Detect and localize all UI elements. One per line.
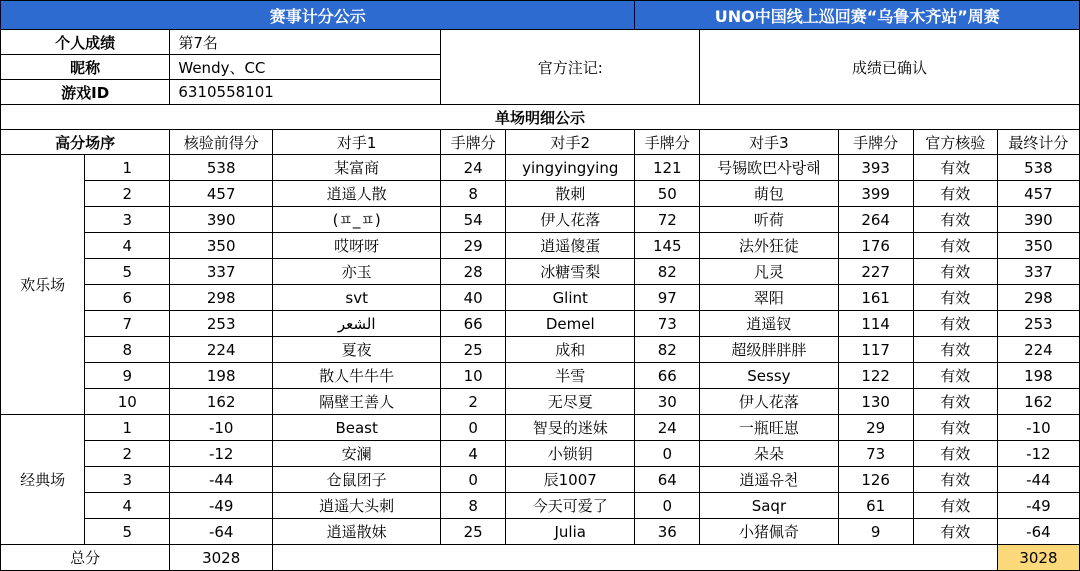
row-hand-3: 61 (838, 493, 913, 519)
header-pre-score: 核验前得分 (170, 130, 273, 155)
row-opponent-3: 法外狂徒 (700, 233, 839, 259)
total-label: 总分 (1, 545, 170, 571)
row-opponent-2: 小锁钥 (506, 441, 635, 467)
row-round-number: 7 (85, 311, 170, 337)
header-final-score: 最终计分 (997, 130, 1079, 155)
row-opponent-1: 逍遥散妹 (273, 519, 441, 545)
row-opponent-2: 智旻的迷妹 (506, 415, 635, 441)
row-official-check: 有效 (913, 233, 997, 259)
row-opponent-3: 凡灵 (700, 259, 839, 285)
rank-label: 个人成绩 (1, 30, 170, 55)
row-official-check: 有效 (913, 441, 997, 467)
total-spacer (273, 545, 998, 571)
row-opponent-1: 某富商 (273, 155, 441, 181)
row-pre-score: 198 (170, 363, 273, 389)
row-final-score: 390 (997, 207, 1079, 233)
row-final-score: -49 (997, 493, 1079, 519)
row-final-score: 538 (997, 155, 1079, 181)
row-opponent-3: 一瓶旺崽 (700, 415, 839, 441)
row-hand-3: 399 (838, 181, 913, 207)
row-opponent-2: 半雪 (506, 363, 635, 389)
row-opponent-1: 安澜 (273, 441, 441, 467)
row-hand-1: 29 (441, 233, 506, 259)
row-final-score: -12 (997, 441, 1079, 467)
official-note-value: 成绩已确认 (700, 30, 1080, 105)
row-opponent-3: Sessy (700, 363, 839, 389)
row-round-number: 5 (85, 259, 170, 285)
row-opponent-2: Demel (506, 311, 635, 337)
row-official-check: 有效 (913, 415, 997, 441)
row-round-number: 6 (85, 285, 170, 311)
row-official-check: 有效 (913, 363, 997, 389)
row-pre-score: 224 (170, 337, 273, 363)
table-row (1, 155, 1080, 181)
table-row (1, 259, 1080, 285)
row-opponent-3: 号锡欧巴사랑해 (700, 155, 839, 181)
row-hand-2: 50 (635, 181, 700, 207)
row-hand-1: 8 (441, 493, 506, 519)
row-hand-3: 176 (838, 233, 913, 259)
row-hand-2: 64 (635, 467, 700, 493)
row-hand-1: 25 (441, 519, 506, 545)
row-opponent-1: 哎呀呀 (273, 233, 441, 259)
row-pre-score: 162 (170, 389, 273, 415)
row-hand-2: 82 (635, 337, 700, 363)
row-hand-3: 73 (838, 441, 913, 467)
row-official-check: 有效 (913, 337, 997, 363)
row-opponent-2: 逍遥傻蛋 (506, 233, 635, 259)
row-opponent-1: 隔壁王善人 (273, 389, 441, 415)
row-hand-1: 25 (441, 337, 506, 363)
row-hand-3: 9 (838, 519, 913, 545)
row-final-score: 298 (997, 285, 1079, 311)
row-opponent-3: 朵朵 (700, 441, 839, 467)
row-official-check: 有效 (913, 155, 997, 181)
row-hand-2: 66 (635, 363, 700, 389)
row-hand-1: 66 (441, 311, 506, 337)
row-official-check: 有效 (913, 389, 997, 415)
row-hand-2: 0 (635, 493, 700, 519)
row-final-score: 224 (997, 337, 1079, 363)
row-opponent-2: yingyingying (506, 155, 635, 181)
sheet-title-right: UNO中国线上巡回赛“乌鲁木齐站”周赛 (635, 1, 1080, 30)
row-pre-score: 538 (170, 155, 273, 181)
header-official-check: 官方核验 (913, 130, 997, 155)
table-row (1, 493, 1080, 519)
row-hand-3: 264 (838, 207, 913, 233)
row-round-number: 4 (85, 493, 170, 519)
row-hand-3: 126 (838, 467, 913, 493)
row-official-check: 有效 (913, 493, 997, 519)
header-opponent-2: 对手2 (506, 130, 635, 155)
row-round-number: 5 (85, 519, 170, 545)
row-official-check: 有效 (913, 259, 997, 285)
row-opponent-3: 听荷 (700, 207, 839, 233)
row-opponent-2: Glint (506, 285, 635, 311)
row-round-number: 9 (85, 363, 170, 389)
header-opponent-3: 对手3 (700, 130, 839, 155)
table-row (1, 181, 1080, 207)
row-pre-score: 457 (170, 181, 273, 207)
total-final-score: 3028 (997, 545, 1079, 571)
header-hand-1: 手牌分 (441, 130, 506, 155)
sheet-title-left: 赛事计分公示 (1, 1, 635, 30)
table-row (1, 233, 1080, 259)
row-hand-2: 82 (635, 259, 700, 285)
group-name: 经典场 (1, 415, 85, 545)
table-row (1, 389, 1080, 415)
table-row (1, 441, 1080, 467)
row-round-number: 10 (85, 389, 170, 415)
row-round-number: 3 (85, 467, 170, 493)
row-pre-score: -12 (170, 441, 273, 467)
row-opponent-2: 散刺 (506, 181, 635, 207)
row-opponent-1: 逍遥人散 (273, 181, 441, 207)
table-row (1, 467, 1080, 493)
row-hand-2: 73 (635, 311, 700, 337)
row-hand-3: 393 (838, 155, 913, 181)
row-opponent-1: (ㅍ_ㅍ) (273, 207, 441, 233)
row-opponent-2: 伊人花落 (506, 207, 635, 233)
row-hand-3: 161 (838, 285, 913, 311)
row-hand-1: 4 (441, 441, 506, 467)
row-opponent-3: 翠阳 (700, 285, 839, 311)
rank-value: 第7名 (170, 30, 441, 55)
row-opponent-1: 仓鼠团子 (273, 467, 441, 493)
row-official-check: 有效 (913, 207, 997, 233)
header-hand-3: 手牌分 (838, 130, 913, 155)
row-hand-1: 0 (441, 467, 506, 493)
row-pre-score: 253 (170, 311, 273, 337)
nickname-label: 昵称 (1, 55, 170, 80)
row-round-number: 4 (85, 233, 170, 259)
row-hand-2: 145 (635, 233, 700, 259)
table-row (1, 337, 1080, 363)
row-hand-2: 121 (635, 155, 700, 181)
header-round: 高分场序 (1, 130, 170, 155)
row-opponent-2: 今天可爱了 (506, 493, 635, 519)
official-note-label: 官方注记: (441, 30, 700, 105)
table-row (1, 311, 1080, 337)
row-hand-1: 54 (441, 207, 506, 233)
row-final-score: -64 (997, 519, 1079, 545)
row-final-score: -44 (997, 467, 1079, 493)
row-pre-score: 350 (170, 233, 273, 259)
row-opponent-3: 逍遥钗 (700, 311, 839, 337)
row-official-check: 有效 (913, 285, 997, 311)
row-opponent-3: 萌包 (700, 181, 839, 207)
row-final-score: 457 (997, 181, 1079, 207)
row-pre-score: 390 (170, 207, 273, 233)
row-hand-1: 40 (441, 285, 506, 311)
game-id-value: 6310558101 (170, 80, 441, 105)
row-hand-1: 2 (441, 389, 506, 415)
table-row (1, 415, 1080, 441)
table-row (1, 207, 1080, 233)
row-hand-2: 36 (635, 519, 700, 545)
row-final-score: 350 (997, 233, 1079, 259)
row-hand-1: 8 (441, 181, 506, 207)
row-round-number: 2 (85, 441, 170, 467)
row-hand-3: 29 (838, 415, 913, 441)
header-opponent-1: 对手1 (273, 130, 441, 155)
row-round-number: 1 (85, 415, 170, 441)
header-hand-2: 手牌分 (635, 130, 700, 155)
row-hand-3: 130 (838, 389, 913, 415)
row-opponent-3: 超级胖胖胖 (700, 337, 839, 363)
nickname-value: Wendy、CC (170, 55, 441, 80)
row-opponent-2: 辰1007 (506, 467, 635, 493)
row-official-check: 有效 (913, 519, 997, 545)
row-hand-3: 114 (838, 311, 913, 337)
row-round-number: 3 (85, 207, 170, 233)
row-pre-score: 298 (170, 285, 273, 311)
row-official-check: 有效 (913, 467, 997, 493)
row-pre-score: -44 (170, 467, 273, 493)
row-hand-2: 0 (635, 441, 700, 467)
row-opponent-1: الشعر (273, 311, 441, 337)
detail-section-title: 单场明细公示 (1, 105, 1080, 130)
row-pre-score: -10 (170, 415, 273, 441)
table-row (1, 363, 1080, 389)
row-opponent-1: 夏夜 (273, 337, 441, 363)
row-hand-2: 30 (635, 389, 700, 415)
row-pre-score: -64 (170, 519, 273, 545)
table-row (1, 519, 1080, 545)
row-round-number: 2 (85, 181, 170, 207)
game-id-label: 游戏ID (1, 80, 170, 105)
row-round-number: 1 (85, 155, 170, 181)
total-pre-score: 3028 (170, 545, 273, 571)
row-opponent-1: Beast (273, 415, 441, 441)
row-hand-1: 0 (441, 415, 506, 441)
row-hand-3: 117 (838, 337, 913, 363)
row-final-score: -10 (997, 415, 1079, 441)
row-final-score: 337 (997, 259, 1079, 285)
row-opponent-1: 逍遥大头刺 (273, 493, 441, 519)
row-hand-2: 72 (635, 207, 700, 233)
row-hand-2: 97 (635, 285, 700, 311)
row-opponent-3: 小猪佩奇 (700, 519, 839, 545)
row-opponent-3: 伊人花落 (700, 389, 839, 415)
row-opponent-3: 逍遥유천 (700, 467, 839, 493)
row-final-score: 253 (997, 311, 1079, 337)
row-opponent-1: 亦玉 (273, 259, 441, 285)
row-pre-score: -49 (170, 493, 273, 519)
row-hand-1: 10 (441, 363, 506, 389)
row-opponent-3: Saqr (700, 493, 839, 519)
row-official-check: 有效 (913, 311, 997, 337)
row-opponent-2: 无尽夏 (506, 389, 635, 415)
row-hand-1: 24 (441, 155, 506, 181)
row-hand-3: 227 (838, 259, 913, 285)
row-final-score: 162 (997, 389, 1079, 415)
row-round-number: 8 (85, 337, 170, 363)
row-opponent-1: 散人牛牛牛 (273, 363, 441, 389)
row-opponent-2: 冰糖雪梨 (506, 259, 635, 285)
row-opponent-2: 成和 (506, 337, 635, 363)
table-row (1, 285, 1080, 311)
row-opponent-1: svt (273, 285, 441, 311)
row-hand-1: 28 (441, 259, 506, 285)
row-pre-score: 337 (170, 259, 273, 285)
group-name: 欢乐场 (1, 155, 85, 415)
row-opponent-2: Julia (506, 519, 635, 545)
row-hand-3: 122 (838, 363, 913, 389)
row-official-check: 有效 (913, 181, 997, 207)
row-final-score: 198 (997, 363, 1079, 389)
row-hand-2: 24 (635, 415, 700, 441)
